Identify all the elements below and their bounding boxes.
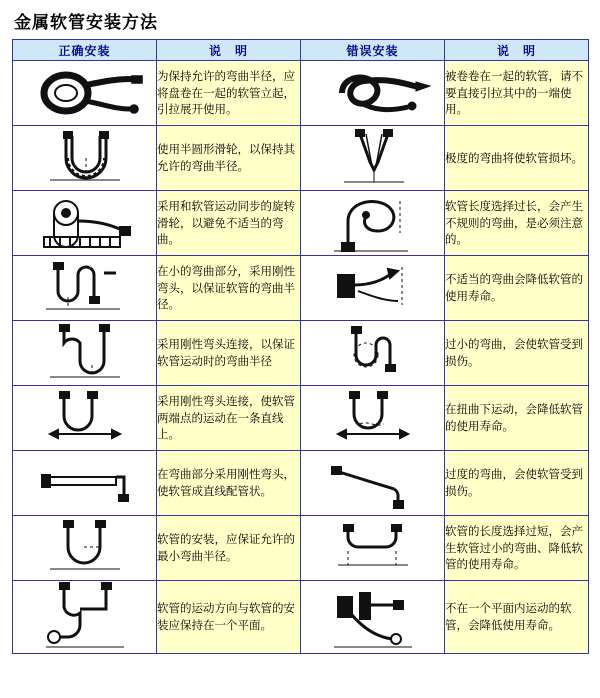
description-cell: 在小的弯曲部分，采用刚性弯头，以保证软管的弯曲半径。 [157,256,301,321]
description-cell: 在扭曲下运动，会降低软管的使用寿命。 [445,386,589,451]
description-cell: 被卷卷在一起的软管，请不要直接引拉其中的一端使用。 [445,61,589,126]
figure-hose-rigid-elbow-small-bend [13,256,157,321]
figure-hose-twisting-motion [301,386,445,451]
figure-hose-improper-tight-bend [301,256,445,321]
description-cell: 软管的安装，应保证允许的最小弯曲半径。 [157,516,301,581]
description-cell: 过度的弯曲，会使软管受到损伤。 [445,451,589,516]
table-row [13,386,589,451]
figure-hose-motion-same-plane [13,581,157,654]
description-cell: 软管长度选择过长，会产生不规则的弯曲，是必须注意的。 [445,191,589,256]
figure-hose-rigid-bend-connection-u [13,321,157,386]
header-wrong-install: 错误安装 [301,40,445,61]
header-correct-description: 说 明 [157,40,301,61]
figure-hose-irregular-long-loop [301,191,445,256]
description-cell: 不在一个平面内运动的软管，会降低使用寿命。 [445,581,589,654]
table-row [13,451,589,516]
figure-hose-straight-pipe-with-elbow [13,451,157,516]
description-cell: 使用半圆形滑轮，以保持其允许的弯曲半径。 [157,126,301,191]
description-cell: 极度的弯曲将使软管损坏。 [445,126,589,191]
figure-hose-minimum-bend-radius-u [13,516,157,581]
figure-hose-motion-out-of-plane [301,581,445,654]
figure-hose-over-semicircular-sheave [13,126,157,191]
figure-hose-too-long-small-bend [301,516,445,581]
hose-installation-table [12,39,589,654]
figure-hose-rigid-elbow-straight-line [13,386,157,451]
description-cell: 采用刚性弯头连接，使软管两端点的运动在一条直线上。 [157,386,301,451]
description-cell: 过小的弯曲，会使软管受到损伤。 [445,321,589,386]
table-row [13,516,589,581]
header-wrong-description: 说 明 [445,40,589,61]
table-row [13,191,589,256]
description-cell: 为保持允许的弯曲半径，应将盘卷在一起的软管立起，引拉展开使用。 [157,61,301,126]
table-header-row [13,40,589,61]
description-cell: 采用刚性弯头连接，以保证软管运动时的弯曲半径 [157,321,301,386]
table-row [13,61,589,126]
table-row [13,581,589,654]
description-cell: 采用和软管运动同步的旋转滑轮，以避免不适当的弯曲。 [157,191,301,256]
figure-hose-excessive-bend-angle [301,451,445,516]
figure-coiled-hose-spiral [13,61,157,126]
header-correct-install: 正确安装 [13,40,157,61]
figure-hose-too-small-bend-radius [301,321,445,386]
figure-hose-with-rotating-sheave-chain [13,191,157,256]
description-cell: 软管的运动方向与软管的安装应保持在一个平面。 [157,581,301,654]
page-title: 金属软管安装方法 [14,13,158,33]
table-row [13,321,589,386]
table-row [13,256,589,321]
description-cell: 不适当的弯曲会降低软管的使用寿命。 [445,256,589,321]
description-cell: 软管的长度选择过短，会产生软管过小的弯曲、降低软管的使用寿命。 [445,516,589,581]
figure-hose-sharp-v-bend [301,126,445,191]
description-cell: 在弯曲部分采用刚性弯头，使软管成直线配管状。 [157,451,301,516]
table-row [13,126,589,191]
figure-coiled-hose-pulled [301,61,445,126]
